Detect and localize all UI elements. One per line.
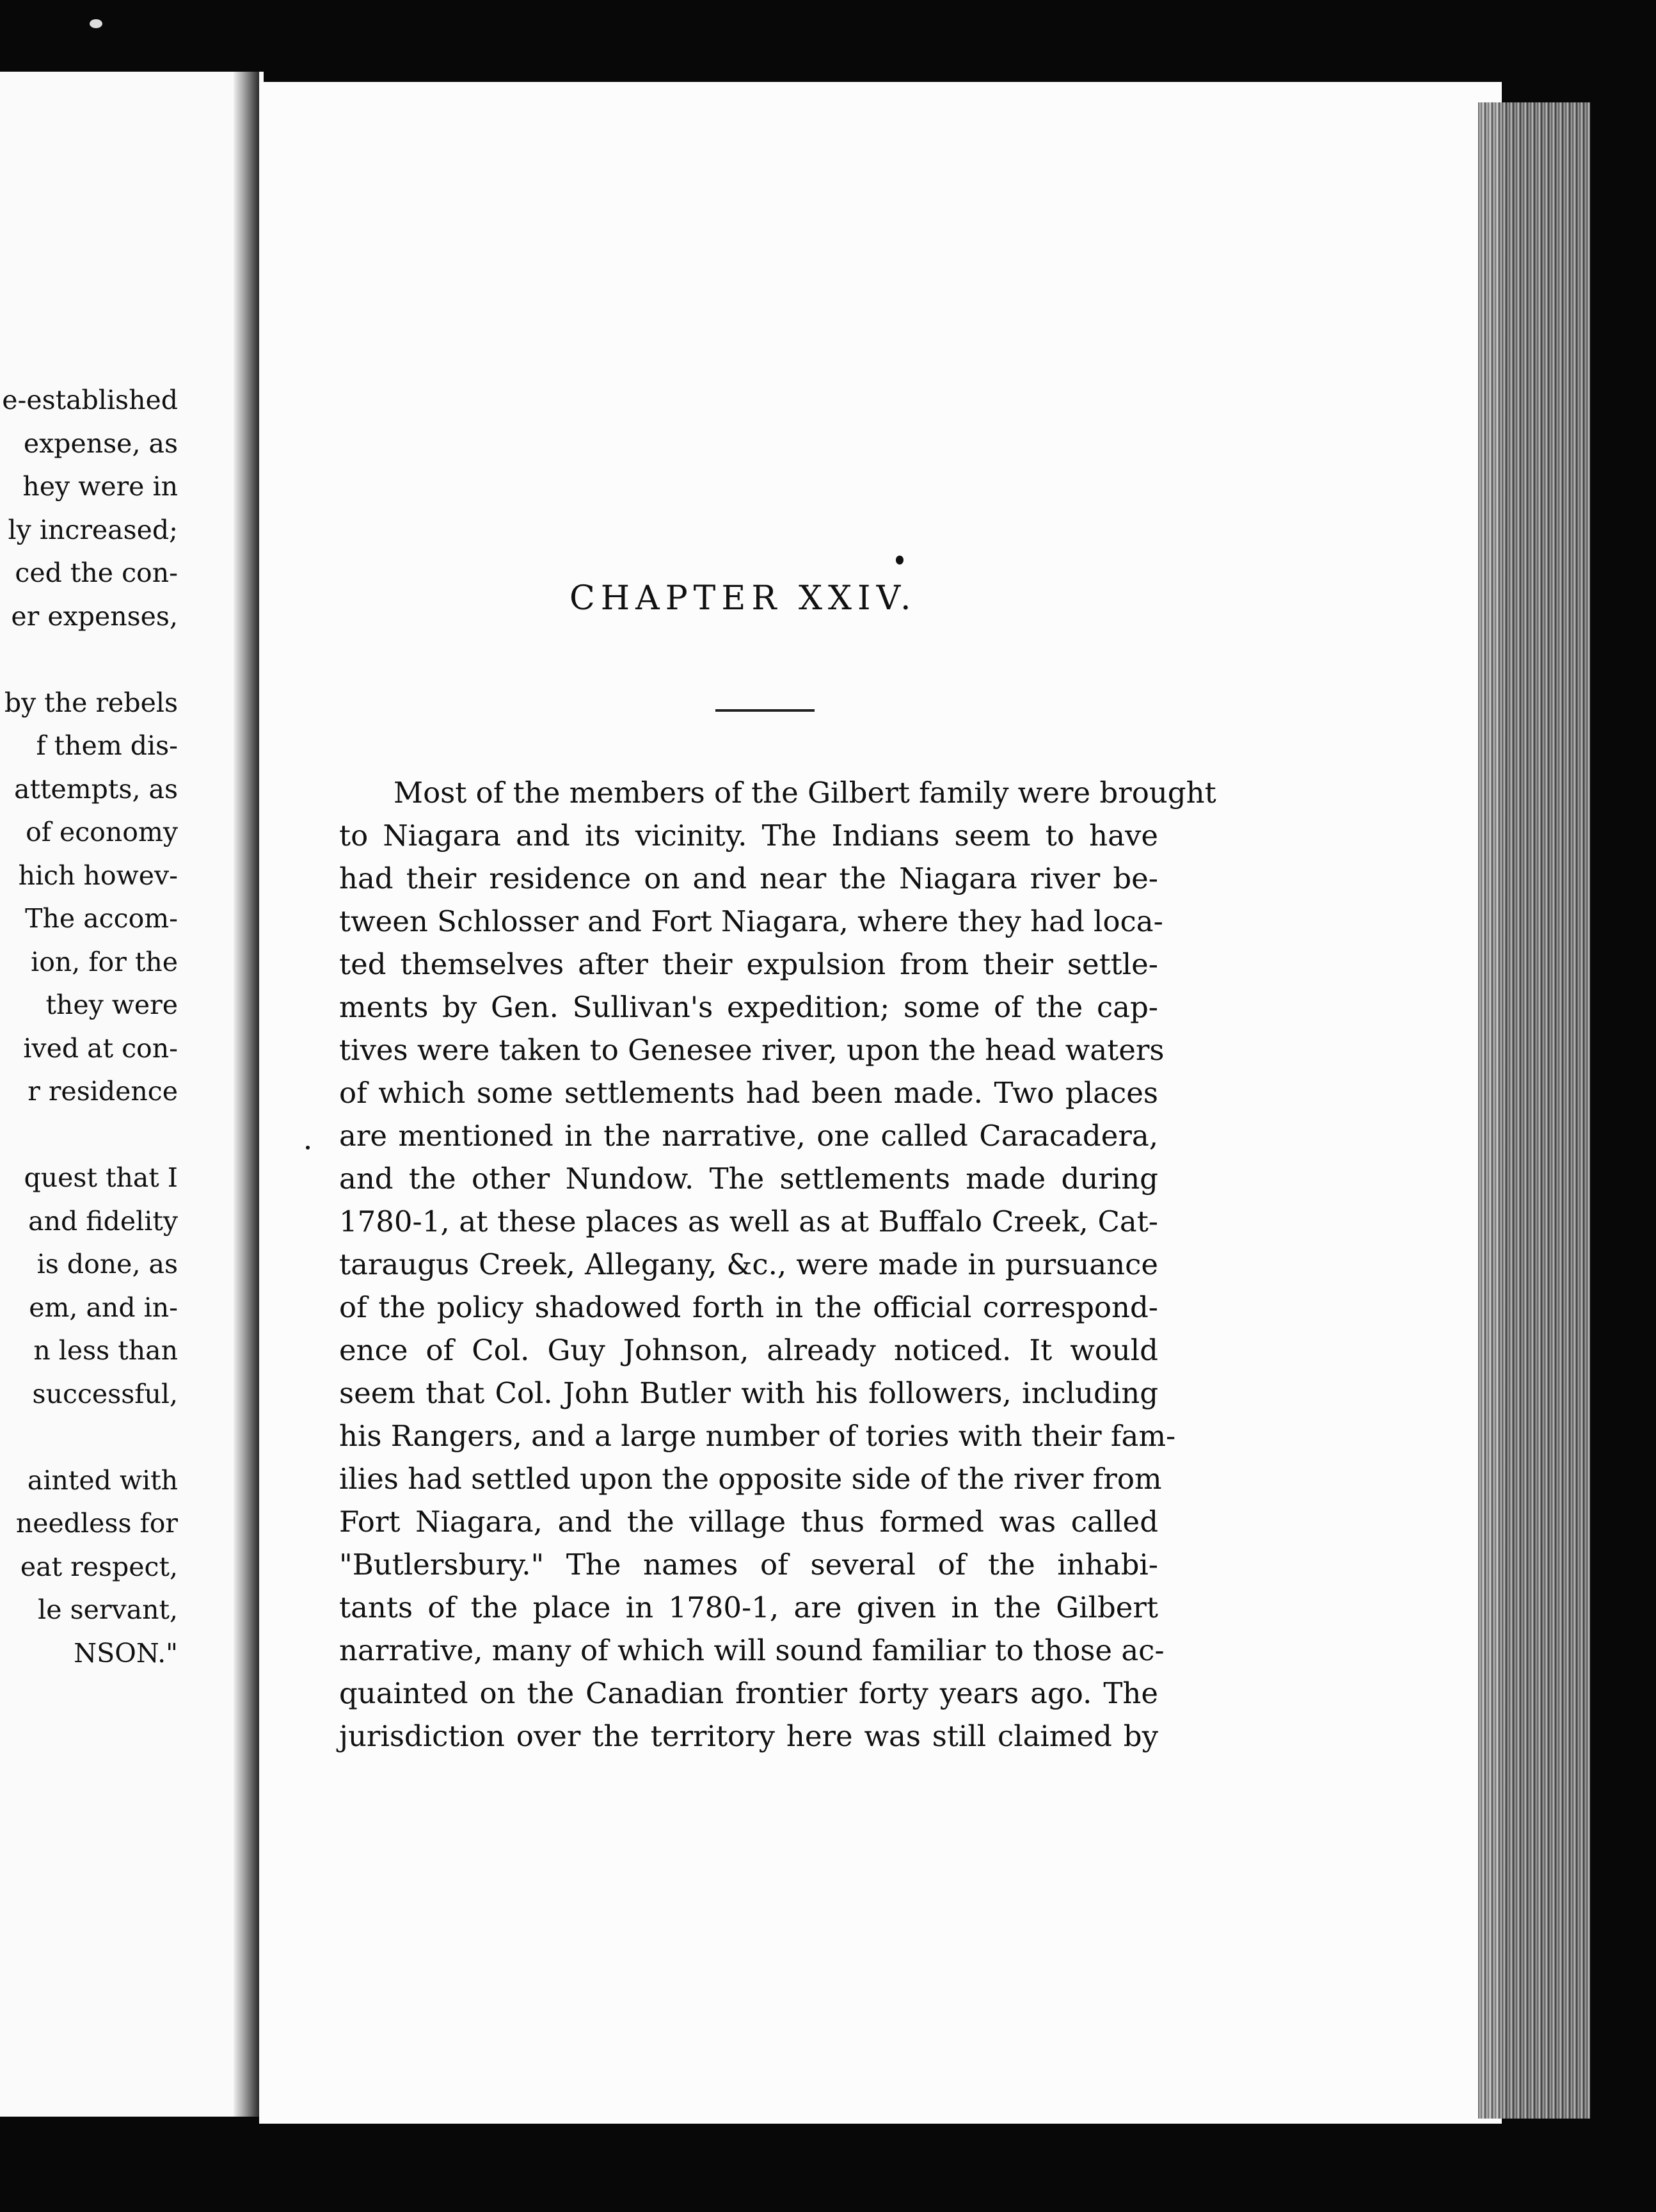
body-line: to Niagara and its vicinity. The Indians seem to have [339, 819, 1158, 853]
body-line: taraugus Creek, Allegany, &c., were made in pursuance [339, 1247, 1158, 1281]
left-page-line: eat respect, [20, 1551, 178, 1582]
body-line: tants of the place in 1780-1, are given in the Gilbert [339, 1591, 1158, 1624]
left-page-line: f them dis- [36, 730, 178, 761]
left-page-line: n less than [33, 1335, 178, 1366]
left-page-line: NSON." [74, 1637, 178, 1669]
chapter-title: CHAPTER XXIV. [569, 579, 917, 618]
ink-speck [306, 1146, 310, 1150]
body-line: and the other Nundow. The settlements made during [339, 1162, 1158, 1196]
left-page-line: they were [45, 990, 178, 1020]
left-page [0, 72, 264, 2117]
title-rule [715, 709, 815, 712]
left-page-text [0, 379, 178, 1675]
body-line: tives were taken to Genesee river, upon the head waters [339, 1033, 1165, 1067]
left-page-line: successful, [32, 1378, 178, 1409]
body-line: 1780-1, at these places as well as at Buffalo Creek, Cat- [339, 1205, 1158, 1238]
body-line: are mentioned in the narrative, one called Caracadera, [339, 1119, 1158, 1153]
body-line: Most of the members of the Gilbert family were brought [394, 776, 1216, 810]
left-page-line: expense, as [23, 428, 178, 459]
left-page-line: ced the con- [15, 557, 178, 588]
left-page-line: e-established [2, 385, 178, 415]
ink-speck [896, 556, 904, 565]
left-page-line: r residence [28, 1076, 178, 1107]
left-page-line: er expenses, [11, 600, 178, 632]
paragraph-gap [0, 638, 178, 682]
body-line: quainted on the Canadian frontier forty years ago. The [339, 1676, 1158, 1710]
body-line: Fort Niagara, and the village thus formed was called [339, 1505, 1158, 1539]
book-gutter [234, 72, 259, 2117]
body-line: ence of Col. Guy Johnson, already noticed. It would [339, 1333, 1158, 1367]
chapter-body-text [339, 771, 1216, 1758]
left-page-line: em, and in- [29, 1292, 178, 1323]
body-line: ments by Gen. Sullivan's expedition; some of the cap- [339, 990, 1158, 1024]
page-edges [1478, 102, 1590, 2119]
left-page-line: ly increased; [8, 514, 178, 545]
left-page-line: The accom- [25, 903, 178, 934]
left-page-line: of economy [26, 817, 178, 847]
left-page-line: is done, as [36, 1249, 178, 1279]
paragraph-gap [0, 1114, 178, 1157]
left-page-line: ion, for the [31, 946, 178, 977]
paragraph-gap [0, 1416, 178, 1459]
left-page-line: le servant, [38, 1594, 178, 1625]
body-line: seem that Col. John Butler with his followers, including [339, 1376, 1158, 1410]
body-line: tween Schlosser and Fort Niagara, where they had loca- [339, 904, 1163, 938]
left-page-line: needless for [15, 1508, 178, 1539]
body-line: of which some settlements had been made. Two places [339, 1076, 1158, 1110]
body-line: of the policy shadowed forth in the official correspond- [339, 1290, 1158, 1324]
body-line: "Butlersbury." The names of several of the inhabi- [339, 1548, 1158, 1582]
body-line: ted themselves after their expulsion from their settle- [339, 947, 1158, 981]
left-page-line: and fidelity [28, 1205, 178, 1237]
left-page-line: hich howev- [18, 860, 178, 891]
body-line: his Rangers, and a large number of tories with their fam- [339, 1419, 1176, 1453]
ink-speck [90, 19, 102, 28]
body-line: had their residence on and near the Niagara river be- [339, 862, 1158, 895]
body-line: jurisdiction over the territory here was still claimed by [339, 1719, 1158, 1753]
body-line: narrative, many of which will sound familiar to those ac- [339, 1633, 1165, 1667]
left-page-line: quest that I [24, 1162, 178, 1193]
body-line: ilies had settled upon the opposite side of the river from [339, 1462, 1162, 1496]
left-page-line: by the rebels [4, 687, 178, 718]
left-page-line: hey were in [22, 471, 178, 502]
left-page-line: ainted with [27, 1464, 178, 1496]
left-page-line: attempts, as [14, 773, 178, 805]
left-page-line: ived at con- [23, 1032, 178, 1064]
